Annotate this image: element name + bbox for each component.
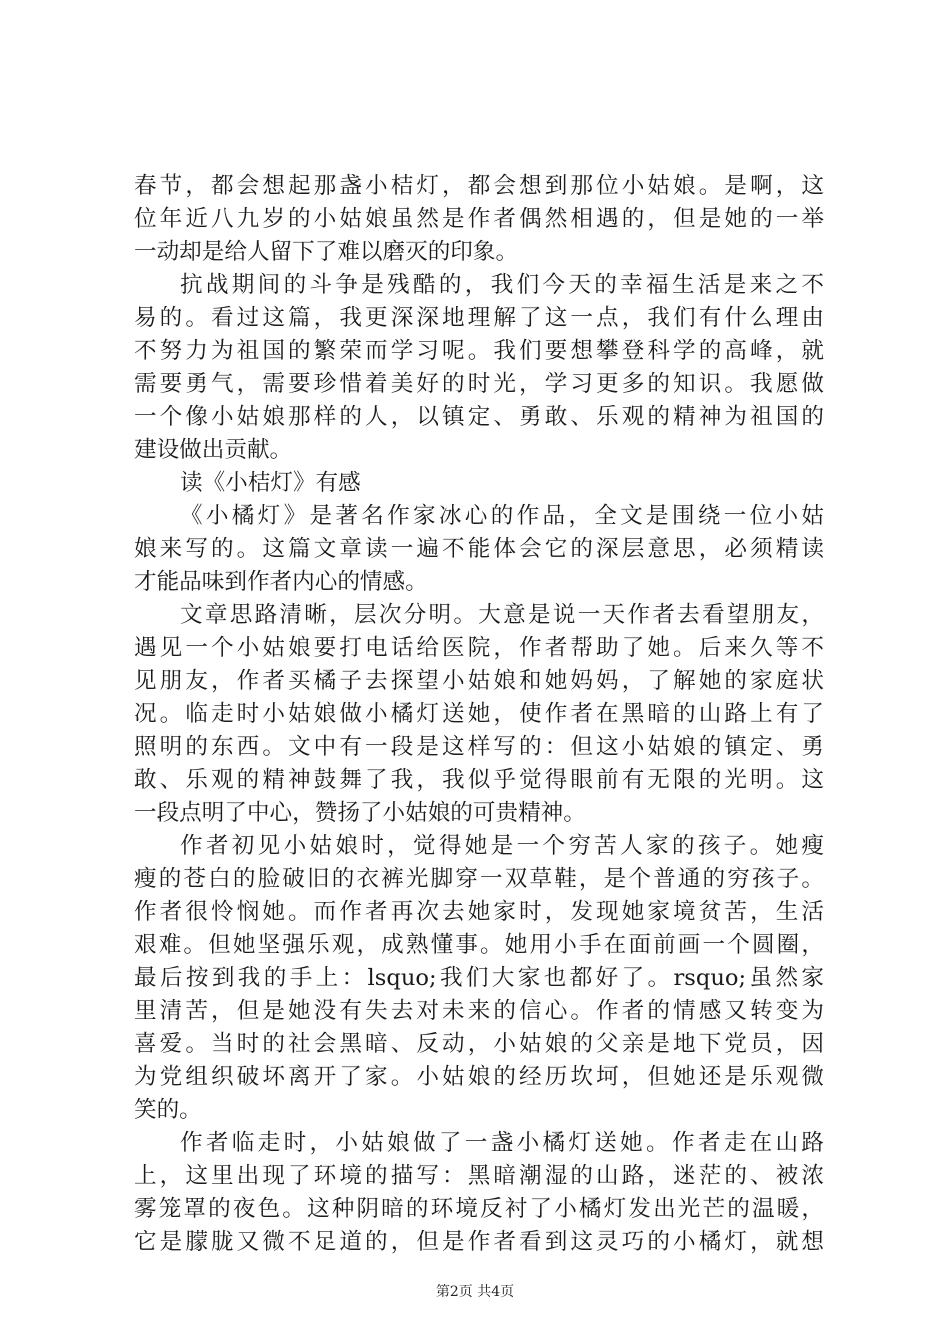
text-line: 春节，都会想起那盏小桔灯，都会想到那位小姑娘。是啊，这: [134, 173, 824, 199]
text-line: 一动却是给人留下了难以磨灭的印象。: [134, 239, 519, 265]
text-line: 作者很怜悯她。而作者再次去她家时，发现她家境贫苦，生活: [134, 899, 824, 925]
text-line: 里清苦，但是她没有失去对未来的信心。作者的情感又转变为: [134, 998, 824, 1024]
document-body: [134, 170, 824, 1259]
text-line: 娘来写的。这篇文章读一遍不能体会它的深层意思，必须精读: [134, 536, 824, 562]
text-line: 作者临走时，小姑娘做了一盏小橘灯送她。作者走在山路: [180, 1130, 824, 1156]
text-line: 才能品味到作者内心的情感。: [134, 569, 428, 595]
text-line: 照明的东西。文中有一段是这样写的：但这小姑娘的镇定、勇: [134, 734, 824, 760]
text-line: 见朋友，作者买橘子去探望小姑娘和她妈妈，了解她的家庭状: [134, 668, 824, 694]
page-footer: 第2页 共4页: [435, 1284, 515, 1300]
text-line: 艰难。但她坚强乐观，成熟懂事。她用小手在面前画一个圆圈，: [134, 932, 824, 958]
text-line: 易的。看过这篇，我更深深地理解了这一点，我们有什么理由: [134, 305, 824, 331]
text-line: 敢、乐观的精神鼓舞了我，我似乎觉得眼前有无限的光明。这: [134, 767, 824, 793]
text-line: 需要勇气，需要珍惜着美好的时光，学习更多的知识。我愿做: [134, 371, 824, 397]
text-line: 它是朦胧又微不足道的，但是作者看到这灵巧的小橘灯，就想: [134, 1229, 824, 1255]
text-line: 文章思路清晰，层次分明。大意是说一天作者去看望朋友，: [180, 602, 824, 628]
text-line: 《小橘灯》是著名作家冰心的作品，全文是围绕一位小姑: [180, 503, 824, 529]
text-line: 位年近八九岁的小姑娘虽然是作者偶然相遇的，但是她的一举: [134, 206, 824, 232]
text-line: 最后按到我的手上：lsquo;我们大家也都好了。rsquo;虽然家: [134, 965, 824, 991]
text-line: 为党组织破坏离开了家。小姑娘的经历坎坷，但她还是乐观微: [134, 1064, 824, 1090]
text-line: 况。临走时小姑娘做小橘灯送她，使作者在黑暗的山路上有了: [134, 701, 824, 727]
text-line: 作者初见小姑娘时，觉得她是一个穷苦人家的孩子。她瘦: [180, 833, 824, 859]
text-line: 一个像小姑娘那样的人，以镇定、勇敢、乐观的精神为祖国的: [134, 404, 824, 430]
text-line: 瘦的苍白的脸破旧的衣裤光脚穿一双草鞋，是个普通的穷孩子。: [134, 866, 824, 892]
text-line: 笑的。: [134, 1097, 202, 1123]
text-line: 读《小桔灯》有感: [180, 470, 361, 496]
text-line: 上，这里出现了环境的描写：黑暗潮湿的山路，迷茫的、被浓: [134, 1163, 824, 1189]
text-line: 抗战期间的斗争是残酷的，我们今天的幸福生活是来之不: [180, 272, 824, 298]
text-line: 不努力为祖国的繁荣而学习呢。我们要想攀登科学的高峰，就: [134, 338, 824, 364]
text-line: 雾笼罩的夜色。这种阴暗的环境反衬了小橘灯发出光芒的温暖，: [134, 1196, 824, 1222]
text-line: 一段点明了中心，赞扬了小姑娘的可贵精神。: [134, 800, 586, 826]
text-line: 建设做出贡献。: [134, 437, 293, 463]
text-line: 遇见一个小姑娘要打电话给医院，作者帮助了她。后来久等不: [134, 635, 824, 661]
text-line: 喜爱。当时的社会黑暗、反动，小姑娘的父亲是地下党员，因: [134, 1031, 824, 1057]
